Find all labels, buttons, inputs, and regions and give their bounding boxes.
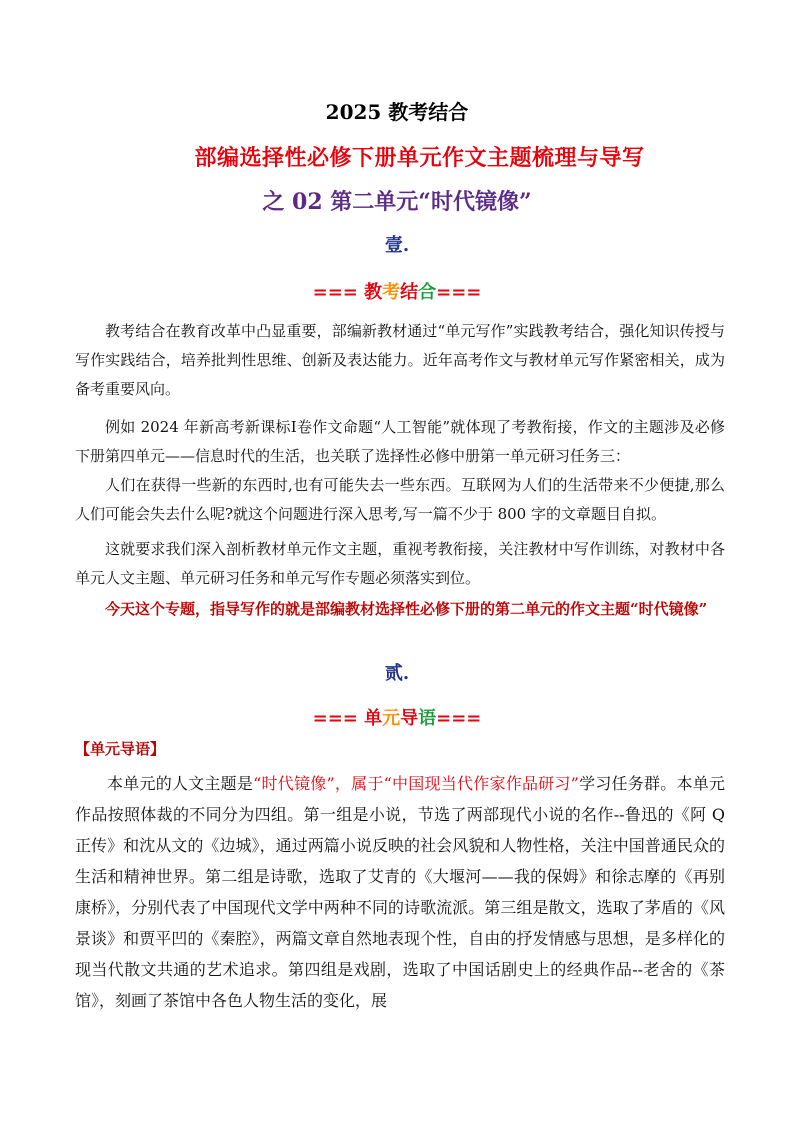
heading-char: 结 xyxy=(400,282,419,303)
intro-text: 学习任务群。本单元作品按照体裁的不同分为四组。第一组是小说，节选了两部现代小说的名作--鲁迅的《阿 Q 正传》和沈从文的《边城》，通过两篇小说反映的社会风貌和人物性格，关注中国普通民众的生活和精神世界。第二组是诗歌，选取了艾青的《大堰河——我的保姆》和徐志摩的《再别康桥》，分别代表了中国现代文学中两种不同的诗歌流派。第三组是散文，选取了茅盾的《风景谈》和贾平凹的《秦腔》，两篇文章自然地表现个性，自由的抒发情感与思想，是多样化的现当代散文共通的艺术追求。第四组是戏剧，选取了中国话剧史上的经典作品--老舍的《茶馆》，刻画了茶馆中各色人物生活的变化，展 xyxy=(75,774,725,1010)
unit-intro-tag: 【单元导语】 xyxy=(75,740,166,758)
heading-deco-right: === xyxy=(436,282,482,303)
unit-title: 之 02 第二单元“时代镜像” xyxy=(262,189,532,215)
section-heading-2 xyxy=(0,704,794,730)
heading-deco-right: === xyxy=(436,708,482,729)
section-number-1: 壹. xyxy=(384,235,410,256)
section-number-2: 贰. xyxy=(384,663,410,684)
heading-deco-left: === xyxy=(312,282,365,303)
intro-text: 本单元的人文主题是 xyxy=(107,774,254,793)
intro-highlight: “时代镜像”，属于“中国现当代作家作品研习” xyxy=(253,774,579,793)
heading-char: 语 xyxy=(418,708,437,729)
heading-deco-left: === xyxy=(312,708,365,729)
paragraph: 这就要求我们深入剖析教材单元作文主题，重视考教衔接，关注教材中写作训练，对教材中各单元人文主题、单元研习任务和单元写作专题必须落实到位。 xyxy=(75,540,725,587)
heading-char: 教 xyxy=(364,282,383,303)
unit-intro-paragraph xyxy=(75,768,725,1016)
highlight-paragraph: 今天这个专题，指导写作的就是部编教材选择性必修下册的第二单元的作文主题“时代镜像” xyxy=(105,600,708,618)
paragraph: 教考结合在教育改革中凸显重要，部编新教材通过“单元写作”实践教考结合，强化知识传授与写作实践结合，培养批判性思维、创新及表达能力。近年高考作文与教材单元写作紧密相关，成为备考重要风向。 xyxy=(75,322,725,398)
heading-char: 考 xyxy=(382,282,401,303)
heading-char: 导 xyxy=(400,708,419,729)
heading-char: 元 xyxy=(382,708,401,729)
heading-char: 合 xyxy=(418,282,437,303)
section-heading-1 xyxy=(0,278,794,304)
document-subtitle: 部编选择性必修下册单元作文主题梳理与导写 xyxy=(194,145,645,171)
heading-char: 单 xyxy=(364,708,383,729)
document-title: 2025 教考结合 xyxy=(325,100,469,124)
paragraph: 人们在获得一些新的东西时,也有可能失去一些东西。互联网为人们的生活带来不少便捷,那么人们可能会失去什么呢?就这个问题进行深入思考,写一篇不少于 800 字的文章题目自拟。 xyxy=(75,476,725,523)
paragraph: 例如 2024 年新高考新课标Ⅰ卷作文命题“人工智能”就体现了考教衔接，作文的主题涉及必修下册第四单元——信息时代的生活，也关联了选择性必修中册第一单元研习任务三： xyxy=(75,418,725,465)
